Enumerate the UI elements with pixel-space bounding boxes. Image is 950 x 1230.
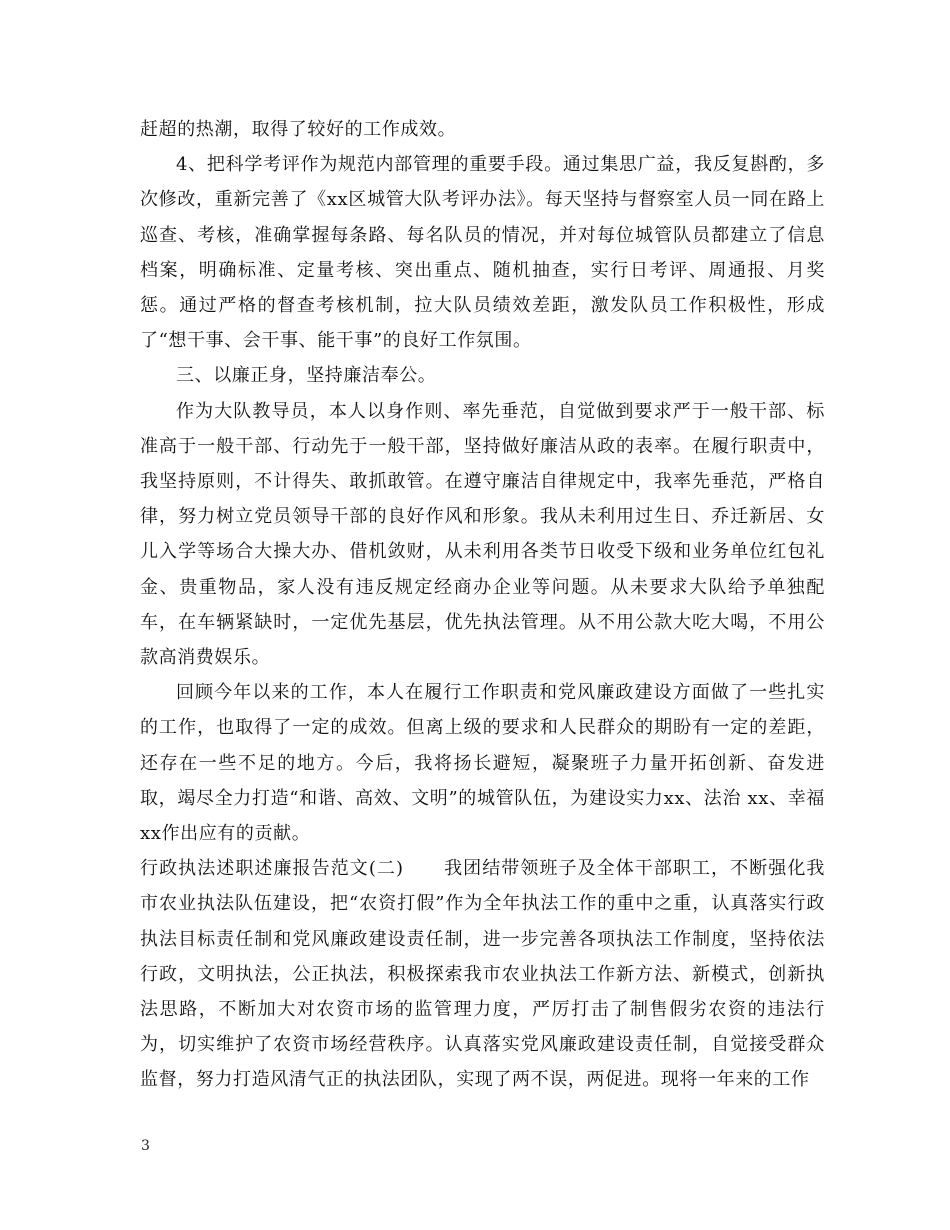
- report-body: 我团结带领班子及全体干部职工，不断强化我市农业执法队伍建设，把“农资打假”作为全年执法工作的重中之重，认真落实行政执法目标责任制和党风廉政建设责任制，进一步完善各项执法工作制度，坚持依法行政，文明执法，公正执法，积极探索我市农业执法工作新方法、新模式，创新执法思路，不断加大对农资市场的监管理力度，严厉打击了制售假劣农资的违法行为，切实维护了农资市场经营秩序。认真落实党风廉政建设责任制，自觉接受群众监督，努力打造风清气正的执法团队，实现了两不误，两促进。现将一年来的工作: [140, 858, 826, 1091]
- paragraph-continuation: 赶超的热潮，取得了较好的工作成效。: [140, 119, 457, 140]
- paragraph-item-4: 4、把科学考评作为规范内部管理的重要手段。通过集思广益，我反复斟酌，多次修改，重新完善了《xx区城管大队考评办法》。每天坚持与督察室人员一同在路上巡查、考核，准确掌握每条路、每名队员的情况，并对每位城管队员都建立了信息档案，明确标准、定量考核、突出重点、随机抽查，实行日考评、周通报、月奖惩。通过严格的督查考核机制，拉大队员绩效差距，激发队员工作积极性，形成了“想干事、会干事、能干事”的良好工作氛围。: [140, 154, 825, 352]
- section-heading-3: 三、以廉正身，坚持廉洁奉公。: [176, 365, 437, 387]
- page-number: 3: [141, 1138, 150, 1154]
- paragraph-integrity: 作为大队教导员，本人以身作则、率先垂范，自觉做到要求严于一般干部、标准高于一般干部、行动先于一般干部，坚持做好廉洁从政的表率。在履行职责中，我坚持原则，不计得失、敢抓敢管。在遵守廉洁自律规定中，我率先垂范，严格自律，努力树立党员领导干部的良好作风和形象。我从未利用过生日、乔迁新居、女儿入学等场合大操大办、借机敛财，从未利用各类节日收受下级和业务单位红包礼金、贵重物品，家人没有违反规定经商办企业等问题。从未要求大队给予单独配车，在车辆紧缺时，一定优先基层，优先执法管理。从不用公款大吃大喝，不用公款高消费娱乐。: [140, 400, 825, 669]
- body-text: [140, 112, 825, 1098]
- paragraph-review: 回顾今年以来的工作，本人在履行工作职责和党风廉政建设方面做了一些扎实的工作，也取得了一定的成效。但离上级的要求和人民群众的期盼有一定的差距，还存在一些不足的地方。今后，我将扬长避短，凝聚班子力量开拓创新、奋发进取，竭尽全力打造“和谐、高效、文明”的城管队伍，为建设实力xx、法治 xx、幸福xx作出应有的贡献。: [140, 682, 825, 845]
- report-title: 行政执法述职述廉报告范文(二): [140, 858, 404, 880]
- paragraph-second-report: [140, 851, 825, 1097]
